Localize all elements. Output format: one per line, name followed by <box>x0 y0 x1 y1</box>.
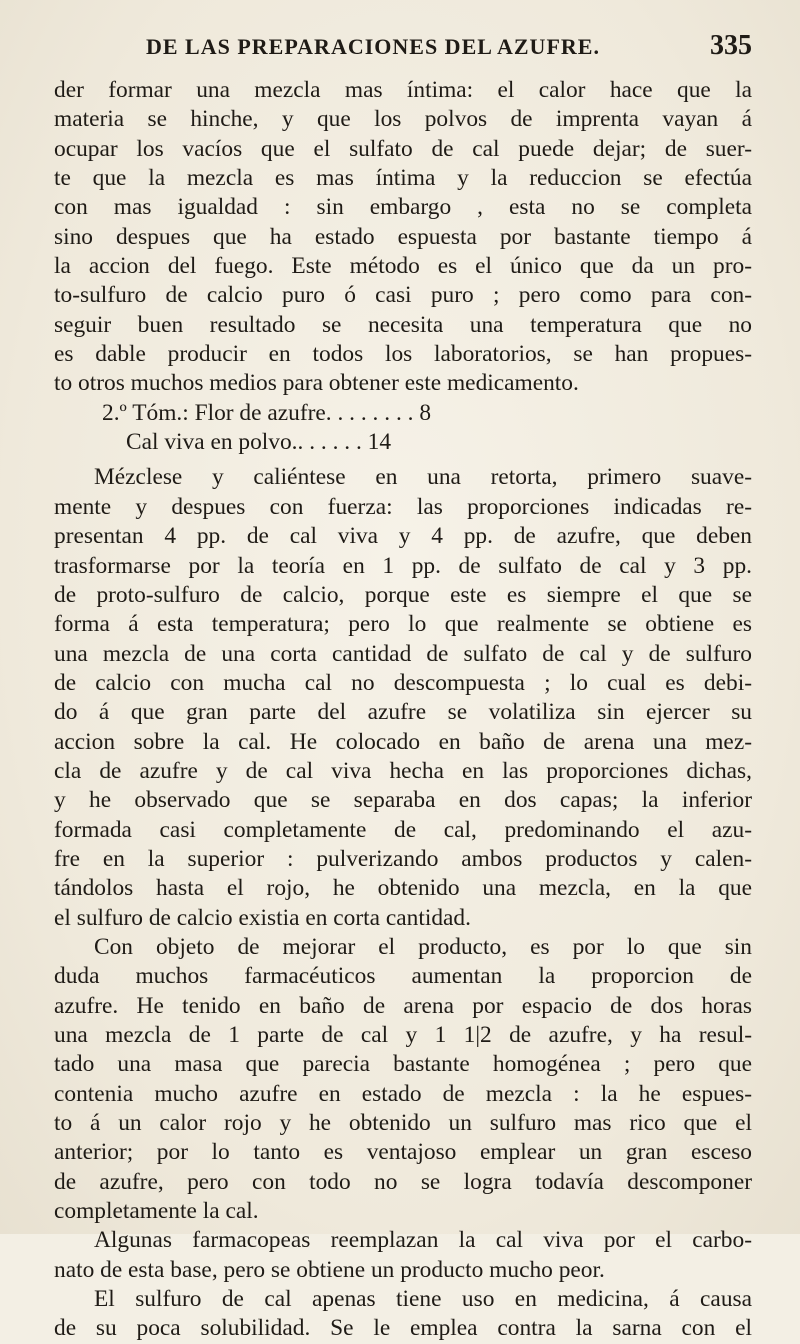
text-line: tado una masa que parecia bastante homogénea ; pero que <box>54 1051 752 1078</box>
text-line: to otros muchos medios para obtener este medicamento. <box>54 370 579 397</box>
body-text <box>54 76 752 1344</box>
text-line: formada casi completamente de cal, predominando el azu- <box>54 816 752 843</box>
text-line: cla de azufre y de cal viva hecha en las proporciones dichas, <box>54 757 752 784</box>
text-line: de calcio con mucha cal no descompuesta ; lo cual es debi- <box>54 669 752 696</box>
text-line: la accion del fuego. Este método es el único que da un pro- <box>54 253 752 280</box>
text-line: presentan 4 pp. de cal viva y 4 pp. de azufre, que deben <box>54 523 752 550</box>
page-number: 335 <box>710 30 752 61</box>
text-line: trasformarse por la teoría en 1 pp. de sulfato de cal y 3 pp. <box>54 552 752 579</box>
text-line: te que la mezcla es mas íntima y la reduccion se efectúa <box>54 165 752 192</box>
formula-line-1: 2.º Tóm.: Flor de azufre. . . . . . . . 8 <box>102 399 432 426</box>
text-line: azufre. He tenido en baño de arena por espacio de dos horas <box>54 992 752 1019</box>
text-line: der formar una mezcla mas íntima: el calor hace que la <box>54 77 752 103</box>
text-line: seguir buen resultado se necesita una temperatura que no <box>54 311 752 338</box>
text-line: y he observado que se separaba en dos capas; la inferior <box>54 787 752 814</box>
text-line: accion sobre la cal. He colocado en baño de arena una mez- <box>54 728 752 755</box>
text-line: completamente la cal. <box>54 1198 259 1225</box>
paragraph-4 <box>54 1226 752 1285</box>
text-line: duda muchos farmacéuticos aumentan la proporcion de <box>54 963 752 990</box>
text-line: sino despues que ha estado espuesta por bastante tiempo á <box>54 223 752 250</box>
text-line: de azufre, pero con todo no se logra todavía descomponer <box>54 1168 752 1195</box>
text-line: fre en la superior : pulverizando ambos productos y calen- <box>54 845 752 872</box>
paragraph-5 <box>54 1285 752 1344</box>
text-line: to á un calor rojo y he obtenido un sulfuro mas rico que el <box>54 1110 752 1137</box>
text-line: Mézclese y caliéntese en una retorta, primero suave- <box>94 464 752 491</box>
text-line: mente y despues con fuerza: las proporciones indicadas re- <box>54 493 752 520</box>
paragraph-2 <box>54 463 752 933</box>
text-line: Algunas farmacopeas reemplazan la cal viva por el carbo- <box>94 1227 752 1254</box>
text-line: ocupar los vacíos que el sulfato de cal puede dejar; de suer- <box>54 135 752 162</box>
text-line: El sulfuro de cal apenas tiene uso en medicina, á causa <box>94 1286 752 1313</box>
text-line: contenia mucho azufre en estado de mezcla : la he espues- <box>54 1080 752 1107</box>
text-line: es dable producir en todos los laboratorios, se han propues- <box>54 341 752 368</box>
text-line: de proto-sulfuro de calcio, porque este es siempre el que se <box>54 581 752 608</box>
page-header <box>54 30 752 70</box>
text-line: nato de esta base, pero se obtiene un producto mucho peor. <box>54 1256 605 1283</box>
text-line: anterior; por lo tanto es ventajoso emplear un gran esceso <box>54 1139 752 1166</box>
text-line: una mezcla de una corta cantidad de sulfato de cal y de sulfuro <box>54 640 752 667</box>
text-line: tándolos hasta el rojo, he obtenido una mezcla, en la que <box>54 875 752 902</box>
formula <box>54 399 752 458</box>
text-line: de su poca solubilidad. Se le emplea contra la sarna con el <box>54 1315 752 1342</box>
running-head: DE LAS PREPARACIONES DEL AZUFRE. <box>146 34 600 59</box>
text-line: una mezcla de 1 parte de cal y 1 1|2 de azufre, y ha resul- <box>54 1022 752 1048</box>
text-line: do á que gran parte del azufre se volatiliza sin ejercer su <box>54 699 752 726</box>
text-line: forma á esta temperatura; pero lo que realmente se obtiene es <box>54 611 752 638</box>
formula-line-2: Cal viva en polvo.. . . . . . 14 <box>126 429 392 456</box>
text-line: materia se hinche, y que los polvos de imprenta vayan á <box>54 106 752 133</box>
text-line: Con objeto de mejorar el producto, es por lo que sin <box>94 933 752 960</box>
text-line: con mas igualdad : sin embargo , esta no se completa <box>54 194 752 221</box>
text-line: to-sulfuro de calcio puro ó casi puro ; pero como para con- <box>54 282 752 309</box>
paragraph-3 <box>54 933 752 1226</box>
text-line: el sulfuro de calcio existia en corta cantidad. <box>54 904 471 931</box>
paragraph-1 <box>54 76 752 399</box>
